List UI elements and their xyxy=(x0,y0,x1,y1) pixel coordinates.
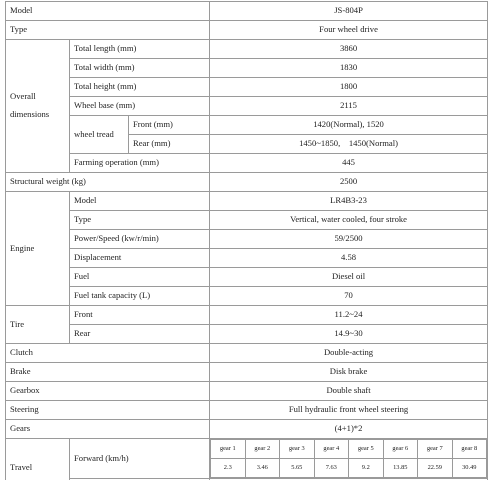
gear-speed: 7.63 xyxy=(314,459,349,478)
engine-power-label: Power/Speed (kw/r/min) xyxy=(70,230,210,249)
total-length-value: 3860 xyxy=(210,40,488,59)
tire-front-value: 11.2~24 xyxy=(210,306,488,325)
row-model xyxy=(6,2,488,21)
row-gears xyxy=(6,420,488,439)
row-gearbox xyxy=(6,382,488,401)
farming-label: Farming operation (mm) xyxy=(70,154,210,173)
tire-front-label: Front xyxy=(70,306,210,325)
gear-name: gear 5 xyxy=(349,440,384,459)
tank-value: 70 xyxy=(210,287,488,306)
total-height-label: Total height (mm) xyxy=(70,78,210,97)
gearbox-label: Gearbox xyxy=(6,382,210,401)
row-brake xyxy=(6,363,488,382)
farming-value: 445 xyxy=(210,154,488,173)
fuel-value: Diesel oil xyxy=(210,268,488,287)
displacement-value: 4.58 xyxy=(210,249,488,268)
row-engine-fuel xyxy=(6,268,488,287)
row-wheel-base xyxy=(6,97,488,116)
gear-name: gear 4 xyxy=(314,440,349,459)
gears-value: (4+1)*2 xyxy=(210,420,488,439)
structural-weight-value: 2500 xyxy=(210,173,488,192)
engine-power-value: 59/2500 xyxy=(210,230,488,249)
gear-name: gear 1 xyxy=(211,440,246,459)
row-engine-power xyxy=(6,230,488,249)
engine-label: Engine xyxy=(6,192,70,306)
fuel-label: Fuel xyxy=(70,268,210,287)
row-total-length xyxy=(6,40,488,59)
gear-speed: 22.59 xyxy=(418,459,453,478)
brake-label: Brake xyxy=(6,363,210,382)
wheel-tread-label: wheel tread xyxy=(70,116,129,154)
travel-label: Travel xyxy=(6,439,70,480)
engine-model-label: Model xyxy=(70,192,210,211)
clutch-label: Clutch xyxy=(6,344,210,363)
engine-type-value: Vertical, water cooled, four stroke xyxy=(210,211,488,230)
steering-label: Steering xyxy=(6,401,210,420)
gear-speed: 5.65 xyxy=(280,459,315,478)
gear-speed-cell xyxy=(210,439,488,479)
row-engine-tank xyxy=(6,287,488,306)
total-width-label: Total width (mm) xyxy=(70,59,210,78)
row-tire-front xyxy=(6,306,488,325)
row-engine-displacement xyxy=(6,249,488,268)
row-farming xyxy=(6,154,488,173)
gear-speed-row xyxy=(211,459,487,478)
tread-rear-label: Rear (mm) xyxy=(129,135,210,154)
overall-label-line2: dimensions xyxy=(10,109,50,119)
total-height-value: 1800 xyxy=(210,78,488,97)
tire-rear-value: 14.9~30 xyxy=(210,325,488,344)
steering-value: Full hydraulic front wheel steering xyxy=(210,401,488,420)
gears-label: Gears xyxy=(6,420,210,439)
tread-front-label: Front (mm) xyxy=(129,116,210,135)
row-tire-rear xyxy=(6,325,488,344)
type-label: Type xyxy=(6,21,210,40)
gearbox-value: Double shaft xyxy=(210,382,488,401)
travel-forward-label: Forward (km/h) xyxy=(70,439,210,479)
row-steering xyxy=(6,401,488,420)
gear-name-row xyxy=(211,440,487,459)
engine-type-label: Type xyxy=(70,211,210,230)
gear-name: gear 3 xyxy=(280,440,315,459)
gear-speed-table xyxy=(210,439,487,478)
wheel-base-label: Wheel base (mm) xyxy=(70,97,210,116)
tread-front-value: 1420(Normal), 1520 xyxy=(210,116,488,135)
gear-speed: 9.2 xyxy=(349,459,384,478)
gear-speed: 2.3 xyxy=(211,459,246,478)
structural-weight-label: Structural weight (kg) xyxy=(6,173,210,192)
brake-value: Disk brake xyxy=(210,363,488,382)
tire-label: Tire xyxy=(6,306,70,344)
total-width-value: 1830 xyxy=(210,59,488,78)
type-value: Four wheel drive xyxy=(210,21,488,40)
clutch-value: Double-acting xyxy=(210,344,488,363)
displacement-label: Displacement xyxy=(70,249,210,268)
row-engine-model xyxy=(6,192,488,211)
spec-table xyxy=(5,1,488,480)
tread-rear-value: 1450~1850, 1450(Normal) xyxy=(210,135,488,154)
model-label: Model xyxy=(6,2,210,21)
row-total-width xyxy=(6,59,488,78)
gear-name: gear 8 xyxy=(452,440,487,459)
gear-speed: 3.46 xyxy=(245,459,280,478)
row-structural-weight xyxy=(6,173,488,192)
gear-name: gear 7 xyxy=(418,440,453,459)
engine-model-value: LR4B3-23 xyxy=(210,192,488,211)
tire-rear-label: Rear xyxy=(70,325,210,344)
row-tread-front xyxy=(6,116,488,135)
overall-label-line1: Overall xyxy=(10,91,36,102)
tank-label: Fuel tank capacity (L) xyxy=(70,287,210,306)
row-type xyxy=(6,21,488,40)
row-clutch xyxy=(6,344,488,363)
row-travel-forward xyxy=(6,439,488,479)
overall-dimensions-label xyxy=(6,40,70,173)
gear-name: gear 2 xyxy=(245,440,280,459)
gear-name: gear 6 xyxy=(383,440,418,459)
row-total-height xyxy=(6,78,488,97)
model-value: JS-804P xyxy=(210,2,488,21)
gear-speed: 30.49 xyxy=(452,459,487,478)
row-engine-type xyxy=(6,211,488,230)
wheel-base-value: 2115 xyxy=(210,97,488,116)
total-length-label: Total length (mm) xyxy=(70,40,210,59)
gear-speed: 13.85 xyxy=(383,459,418,478)
